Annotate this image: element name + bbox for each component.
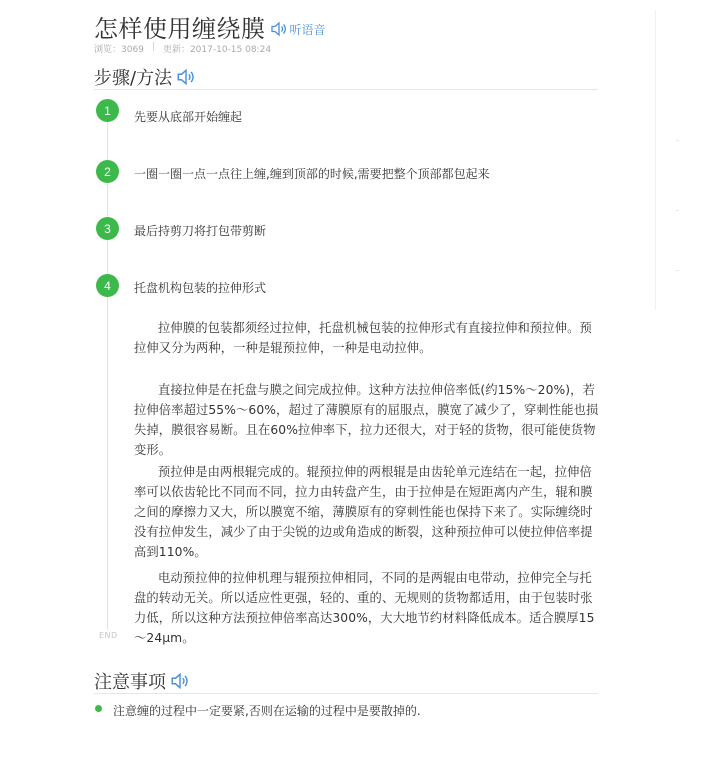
step-timeline [107, 118, 108, 630]
step-number-badge: 4 [96, 274, 119, 297]
step-text: 最后持剪刀将打包带剪断 [134, 224, 267, 238]
step-number-badge: 2 [96, 160, 119, 183]
step-text: 托盘机构包装的拉伸形式 [134, 281, 267, 295]
side-rail-mark [676, 270, 679, 271]
step-text: 先要从底部开始缠起 [134, 110, 243, 124]
step-number-badge: 3 [96, 217, 119, 240]
bullet-dot [95, 705, 102, 712]
step-number-badge: 1 [96, 99, 119, 122]
step-paragraph: 电动预拉伸的拉伸机理与辊预拉伸相同，不同的是两辊由电带动，拉伸完全与托盘的转动无关。所以适应性更强，轻的、重的、无规则的货物都适用，由于包装时张力低，所以这种方法预拉伸倍率高达300%，大大地节约材料降低成本。适合膜厚15～24μm。 [134, 571, 595, 645]
view-count: 浏览：3069 [94, 45, 144, 55]
speaker-icon[interactable] [176, 68, 196, 86]
listen-audio-button[interactable] [270, 21, 326, 38]
title-row [94, 9, 326, 44]
side-rail [655, 10, 656, 310]
side-rail-mark [676, 140, 679, 141]
notes-section-title [94, 668, 192, 694]
steps-title-text: 步骤/方法 [94, 68, 173, 89]
section-divider [94, 89, 598, 90]
meta-divider: | [151, 42, 155, 52]
steps-section-title [94, 64, 198, 90]
section-divider [94, 693, 598, 694]
step-text: 一圈一圈一点一点往上缠,缠到顶部的时候,需要把整个顶部都包起来 [134, 167, 490, 181]
page-title: 怎样使用缠绕膜 [94, 15, 266, 43]
speaker-icon [270, 21, 288, 37]
step-paragraph: 直接拉伸是在托盘与膜之间完成拉伸。这种方法拉伸倍率低(约15%～20%)，若拉伸倍率超过55%～60%，超过了薄膜原有的屈服点，膜宽了减少了，穿刺性能也损失掉，膜很容易断。且在60%拉伸率下，拉力还很大，对于轻的货物，很可能使货物变形。 [134, 383, 599, 457]
update-time: 更新：2017-10-15 08:24 [162, 45, 272, 55]
notes-title-text: 注意事项 [94, 672, 166, 693]
note-item: 注意缠的过程中一定要紧,否则在运输的过程中是要散掉的. [113, 704, 421, 718]
side-rail-mark [676, 210, 679, 211]
speaker-icon[interactable] [170, 672, 190, 690]
step-paragraph: 拉伸膜的包装都须经过拉伸，托盘机械包装的拉伸形式有直接拉伸和预拉伸。预拉伸又分为两种，一种是辊预拉伸，一种是电动拉伸。 [134, 321, 592, 355]
article-meta [94, 42, 271, 55]
step-paragraph: 预拉伸是由两根辊完成的。辊预拉伸的两根辊是由齿轮单元连结在一起，拉伸倍率可以依齿轮比不同而不同，拉力由转盘产生，由于拉伸是在短距离内产生，辊和膜之间的摩擦力又大，所以膜宽不缩，薄膜原有的穿刺性能也保持下来了。实际缠绕时没有拉伸发生，减少了由于尖锐的边或角造成的断裂，这种预拉伸可以使拉伸倍率提高到110%。 [134, 465, 593, 559]
listen-label: 听语音 [289, 22, 326, 37]
end-marker: END [99, 631, 118, 640]
